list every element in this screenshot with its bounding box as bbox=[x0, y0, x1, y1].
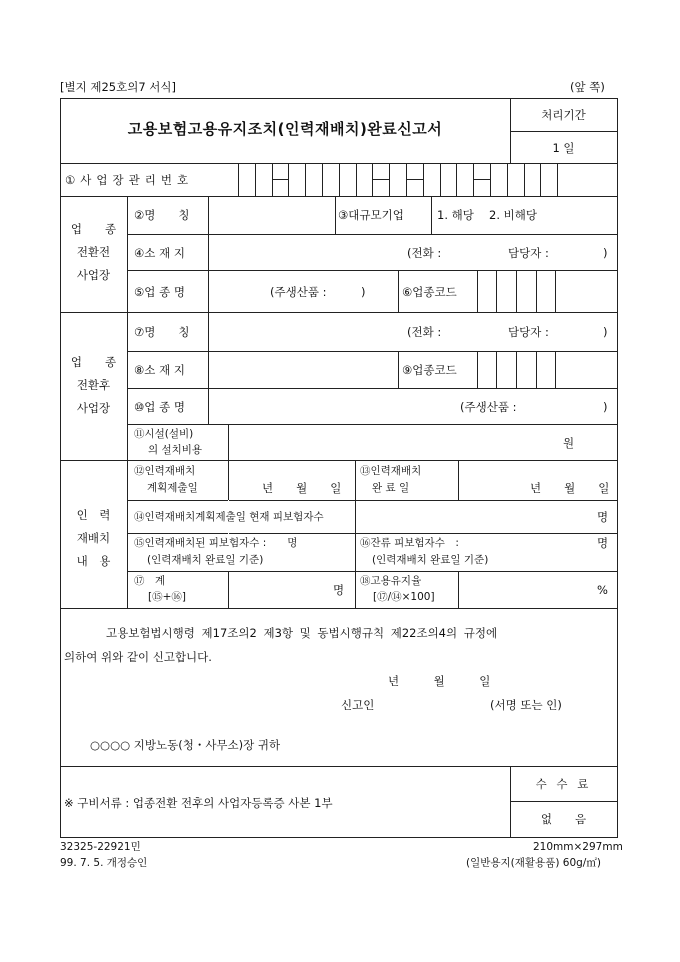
name-label: ⑦명 칭 bbox=[134, 325, 190, 339]
date-placeholder: 년 월 일 bbox=[530, 481, 610, 495]
grid-line bbox=[496, 270, 497, 312]
number-box-divider bbox=[440, 163, 441, 196]
grid-line bbox=[458, 571, 459, 608]
number-box-dash bbox=[272, 179, 289, 180]
section-label: 재배치 bbox=[76, 531, 111, 545]
done-date-label: 완 료 일 bbox=[372, 482, 410, 494]
facility-cost-label: 의 설치비용 bbox=[148, 444, 203, 456]
number-box-dash bbox=[473, 179, 490, 180]
paper-size: 210mm×297mm bbox=[533, 841, 623, 853]
number-box-dash bbox=[406, 179, 423, 180]
moved-count-label: ⑮인력재배치된 피보험자수 : 명 bbox=[134, 537, 298, 549]
grid-line bbox=[516, 270, 517, 312]
form-title: 고용보험고용유지조치(인력재배치)완료신고서 bbox=[127, 120, 443, 138]
grid-line bbox=[127, 424, 618, 425]
product-label: (주생산품 : bbox=[460, 400, 517, 414]
total-formula: [⑮+⑯] bbox=[148, 591, 186, 603]
large-company-label: ③대규모기업 bbox=[338, 208, 404, 222]
insured-count-label: ⑭인력재배치계획제출일 현재 피보험자수 bbox=[134, 511, 324, 523]
form-code: 32325-22921민 bbox=[60, 841, 141, 853]
grid-line bbox=[477, 351, 478, 388]
grid-line bbox=[536, 270, 537, 312]
fee-label: 수 수 료 bbox=[535, 777, 592, 791]
number-box-divider bbox=[507, 163, 508, 196]
date-placeholder: 년 월 일 bbox=[262, 481, 342, 495]
plan-date-label: ⑫인력재배치 bbox=[134, 465, 196, 477]
grid-line bbox=[510, 131, 618, 132]
grid-line bbox=[208, 312, 209, 425]
addressee: ○○○○ 지방노동(청・사무소)장 귀하 bbox=[90, 738, 281, 752]
paren: ) bbox=[603, 400, 608, 414]
grid-line bbox=[477, 270, 478, 312]
grid-line bbox=[60, 460, 618, 461]
number-box-divider bbox=[238, 163, 239, 196]
number-box-divider bbox=[524, 163, 525, 196]
grid-line bbox=[536, 351, 537, 388]
number-box-divider bbox=[322, 163, 323, 196]
required-documents: ※ 구비서류 : 업종전환 전후의 사업자등록증 사본 1부 bbox=[64, 796, 333, 810]
total-label: ⑰ 계 bbox=[134, 575, 166, 587]
approval-date: 99. 7. 5. 개정승인 bbox=[60, 857, 148, 869]
industry-label: ⑩업 종 명 bbox=[134, 400, 185, 414]
product-label: (주생산품 : ) bbox=[270, 285, 366, 299]
paper-type: (일반용지(재활용품) 60g/㎡) bbox=[466, 857, 601, 869]
number-box-divider bbox=[456, 163, 457, 196]
grid-line bbox=[127, 571, 618, 572]
reporter-label: 신고인 bbox=[341, 698, 375, 712]
grid-line bbox=[127, 270, 618, 271]
fee-value: 없 음 bbox=[540, 812, 587, 826]
industry-code-label: ⑨업종코드 bbox=[402, 363, 457, 377]
remaining-count-label: ⑯잔류 피보험자수 : bbox=[360, 537, 459, 549]
retention-rate-label: ⑱고용유지율 bbox=[360, 575, 422, 587]
unit-percent: % bbox=[597, 583, 608, 597]
number-box-divider bbox=[255, 163, 256, 196]
grid-line bbox=[398, 351, 399, 388]
grid-line bbox=[431, 196, 432, 234]
frame-left bbox=[60, 98, 61, 838]
number-box-divider bbox=[305, 163, 306, 196]
industry-label: ⑤업 종 명 bbox=[134, 285, 185, 299]
grid-line bbox=[127, 351, 618, 352]
form-number: [별지 제25호의7 서식] bbox=[60, 80, 176, 94]
grid-line bbox=[335, 196, 336, 234]
industry-code-label: ⑥업종코드 bbox=[402, 285, 457, 299]
signature-label: (서명 또는 인) bbox=[490, 698, 562, 712]
name-label: ②명 칭 bbox=[134, 208, 190, 222]
number-box-divider bbox=[557, 163, 558, 196]
grid-line bbox=[127, 196, 128, 608]
page-side: (앞 쪽) bbox=[570, 80, 605, 94]
grid-line bbox=[458, 460, 459, 500]
grid-line bbox=[60, 608, 618, 609]
management-number-label: ①사업장관리번호 bbox=[65, 173, 194, 187]
grid-line bbox=[516, 351, 517, 388]
number-box-divider bbox=[356, 163, 357, 196]
declaration-text: 의하여 위와 같이 신고합니다. bbox=[64, 650, 212, 664]
plan-date-label: 계획제출일 bbox=[147, 482, 198, 494]
grid-line bbox=[60, 196, 618, 197]
section-label: 전환후 bbox=[76, 378, 111, 392]
paren: ) bbox=[603, 325, 608, 339]
grid-line bbox=[127, 533, 618, 534]
unit-people: 명 bbox=[597, 510, 609, 524]
frame-bottom bbox=[60, 837, 618, 838]
section-label: 내 용 bbox=[76, 554, 111, 568]
retention-rate-formula: [⑰/⑭×100] bbox=[373, 591, 435, 603]
grid-line bbox=[496, 351, 497, 388]
section-label: 사업장 bbox=[76, 401, 111, 415]
grid-line bbox=[555, 270, 556, 312]
facility-cost-label: ⑪시설(설비) bbox=[134, 428, 194, 440]
grid-line bbox=[60, 312, 618, 313]
unit-people: 명 bbox=[333, 583, 345, 597]
address-label: ⑧소 재 지 bbox=[134, 363, 185, 377]
number-box-divider bbox=[490, 163, 491, 196]
grid-line bbox=[127, 234, 618, 235]
manager-label: 담당자 : bbox=[508, 325, 549, 339]
declaration-date: 년 월 일 bbox=[388, 674, 491, 688]
number-box-dash bbox=[372, 179, 389, 180]
section-label: 전환전 bbox=[76, 245, 111, 259]
phone-label: (전화 : bbox=[407, 246, 442, 260]
number-box-divider bbox=[423, 163, 424, 196]
grid-line bbox=[60, 766, 618, 767]
number-box-divider bbox=[339, 163, 340, 196]
section-label: 인 력 bbox=[76, 508, 111, 522]
frame-right bbox=[617, 98, 618, 838]
grid-line bbox=[127, 388, 618, 389]
grid-line bbox=[510, 801, 618, 802]
section-label: 사업장 bbox=[76, 268, 111, 282]
grid-line bbox=[398, 270, 399, 312]
frame-top bbox=[60, 98, 618, 99]
processing-label: 처리기간 bbox=[541, 108, 586, 122]
section-label: 업 종 bbox=[70, 222, 117, 236]
unit-people: 명 bbox=[597, 536, 609, 550]
number-box-divider bbox=[540, 163, 541, 196]
moved-count-note: (인력재배치 완료일 기준) bbox=[147, 554, 264, 566]
grid-line bbox=[555, 351, 556, 388]
unit-won: 원 bbox=[563, 436, 575, 450]
remaining-count-note: (인력재배치 완료일 기준) bbox=[372, 554, 489, 566]
number-box-divider bbox=[389, 163, 390, 196]
grid-line bbox=[355, 460, 356, 500]
grid-line bbox=[355, 500, 356, 608]
done-date-label: ⑬인력재배치 bbox=[360, 465, 422, 477]
large-company-options[interactable]: 1. 해당 2. 비해당 bbox=[437, 208, 537, 222]
declaration-text: 고용보험법시행령 제17조의2 제3항 및 동법시행규칙 제22조의4의 규정에 bbox=[106, 626, 498, 640]
processing-value: 1 일 bbox=[552, 141, 575, 155]
manager-label: 담당자 : bbox=[508, 246, 549, 260]
phone-label: (전화 : bbox=[407, 325, 442, 339]
section-label: 업 종 bbox=[70, 355, 117, 369]
paren: ) bbox=[603, 246, 608, 260]
address-label: ④소 재 지 bbox=[134, 246, 185, 260]
grid-line bbox=[127, 500, 618, 501]
